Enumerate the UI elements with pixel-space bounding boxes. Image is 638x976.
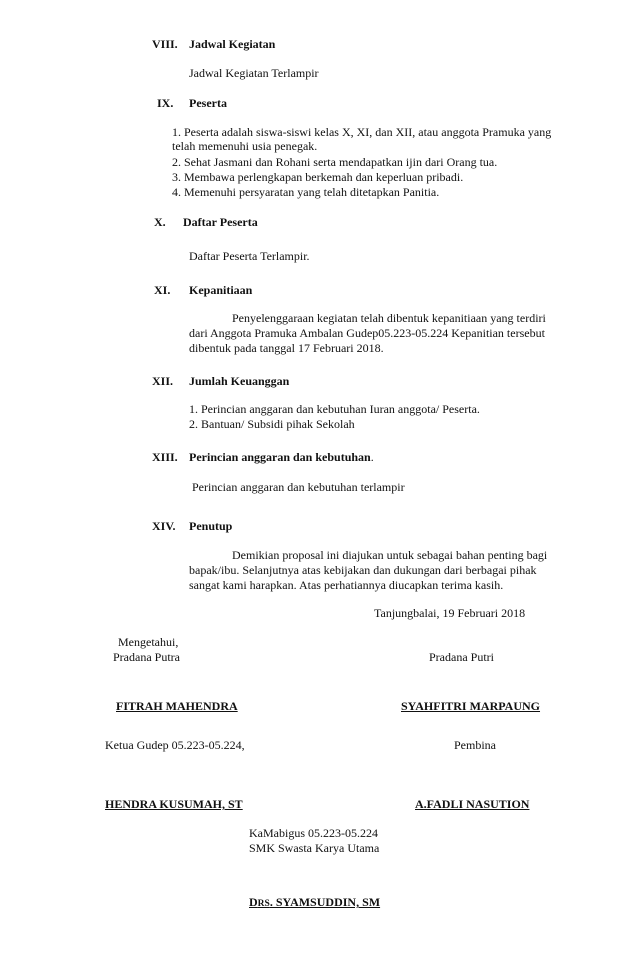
section-xiii-heading: Perincian anggaran dan kebutuhan — [189, 450, 371, 464]
list-item: 3. Membawa perlengkapan berkemah dan keperluan pribadi. — [172, 170, 464, 184]
section-x-numeral: X. — [154, 215, 166, 229]
center-name-prefix-small: RS — [257, 899, 270, 909]
paragraph-line: dibentuk pada tanggal 17 Februari 2018. — [189, 341, 384, 355]
paragraph-line: Penyelenggaraan kegiatan telah dibentuk kepanitiaan yang terdiri — [232, 311, 546, 325]
section-xiv-numeral: XIV. — [152, 519, 176, 533]
section-xi-heading: Kepanitiaan — [189, 283, 253, 297]
center-name-rest: . SYAMSUDDIN, SM — [269, 895, 381, 909]
list-item: telah memenuhi usia penegak. — [172, 139, 318, 153]
section-xiii-body: Perincian anggaran dan kebutuhan terlampir — [192, 480, 405, 494]
paragraph-line: Demikian proposal ini diajukan untuk sebagai bahan penting bagi — [232, 548, 548, 562]
section-xiv-heading: Penutup — [189, 519, 233, 533]
left-signatory-name-2: HENDRA KUSUMAH, ST — [105, 797, 243, 811]
section-ix-numeral: IX. — [157, 96, 174, 110]
left-signatory-name: FITRAH MAHENDRA — [116, 699, 238, 713]
list-item: 2. Bantuan/ Subsidi pihak Sekolah — [189, 417, 355, 431]
list-item: 1. Peserta adalah siswa-siswi kelas X, XI, dan XII, atau anggota Pramuka yang — [172, 125, 552, 139]
center-signatory-name — [249, 895, 380, 912]
list-item: 1. Perincian anggaran dan kebutuhan Iuran anggota/ Peserta. — [189, 402, 480, 416]
place-date: Tanjungbalai, 19 Februari 2018 — [374, 606, 526, 620]
section-viii-numeral: VIII. — [152, 37, 178, 51]
section-xiii-heading-line — [189, 450, 374, 465]
section-xii-heading: Jumlah Keuanggan — [189, 374, 290, 388]
right-signatory-name-2: A.FADLI NASUTION — [415, 797, 530, 811]
center-role-2: SMK Swasta Karya Utama — [249, 841, 380, 855]
section-xiii-heading-tail: . — [370, 450, 374, 464]
mengetahui-label: Mengetahui, — [118, 635, 179, 649]
left-role: Pradana Putra — [113, 650, 180, 664]
paragraph-line: bapak/ibu. Selanjutnya atas kebijakan dan dukungan dari berbagai pihak — [189, 563, 537, 577]
section-ix-heading: Peserta — [189, 96, 227, 110]
center-name-prefix-big: D — [249, 895, 258, 909]
paragraph-line: dari Anggota Pramuka Ambalan Gudep05.223-05.224 Kepanitian tersebut — [189, 326, 545, 340]
list-item: 2. Sehat Jasmani dan Rohani serta mendapatkan ijin dari Orang tua. — [172, 155, 498, 169]
center-role-1: KaMabigus 05.223-05.224 — [249, 826, 378, 840]
section-xii-numeral: XII. — [152, 374, 174, 388]
section-x-heading: Daftar Peserta — [183, 215, 258, 229]
section-viii-body: Jadwal Kegiatan Terlampir — [189, 66, 319, 80]
paragraph-line: sangat kami harapkan. Atas perhatiannya diucapkan terima kasih. — [189, 578, 504, 592]
right-role: Pradana Putri — [429, 650, 494, 664]
list-item: 4. Memenuhi persyaratan yang telah ditetapkan Panitia. — [172, 185, 440, 199]
section-x-body: Daftar Peserta Terlampir. — [189, 249, 310, 263]
section-xiii-numeral: XIII. — [152, 450, 178, 464]
right-role-2: Pembina — [454, 738, 496, 752]
left-role-2: Ketua Gudep 05.223-05.224, — [105, 738, 245, 752]
section-xi-numeral: XI. — [154, 283, 171, 297]
right-signatory-name: SYAHFITRI MARPAUNG — [401, 699, 541, 713]
section-viii-heading: Jadwal Kegiatan — [189, 37, 276, 51]
